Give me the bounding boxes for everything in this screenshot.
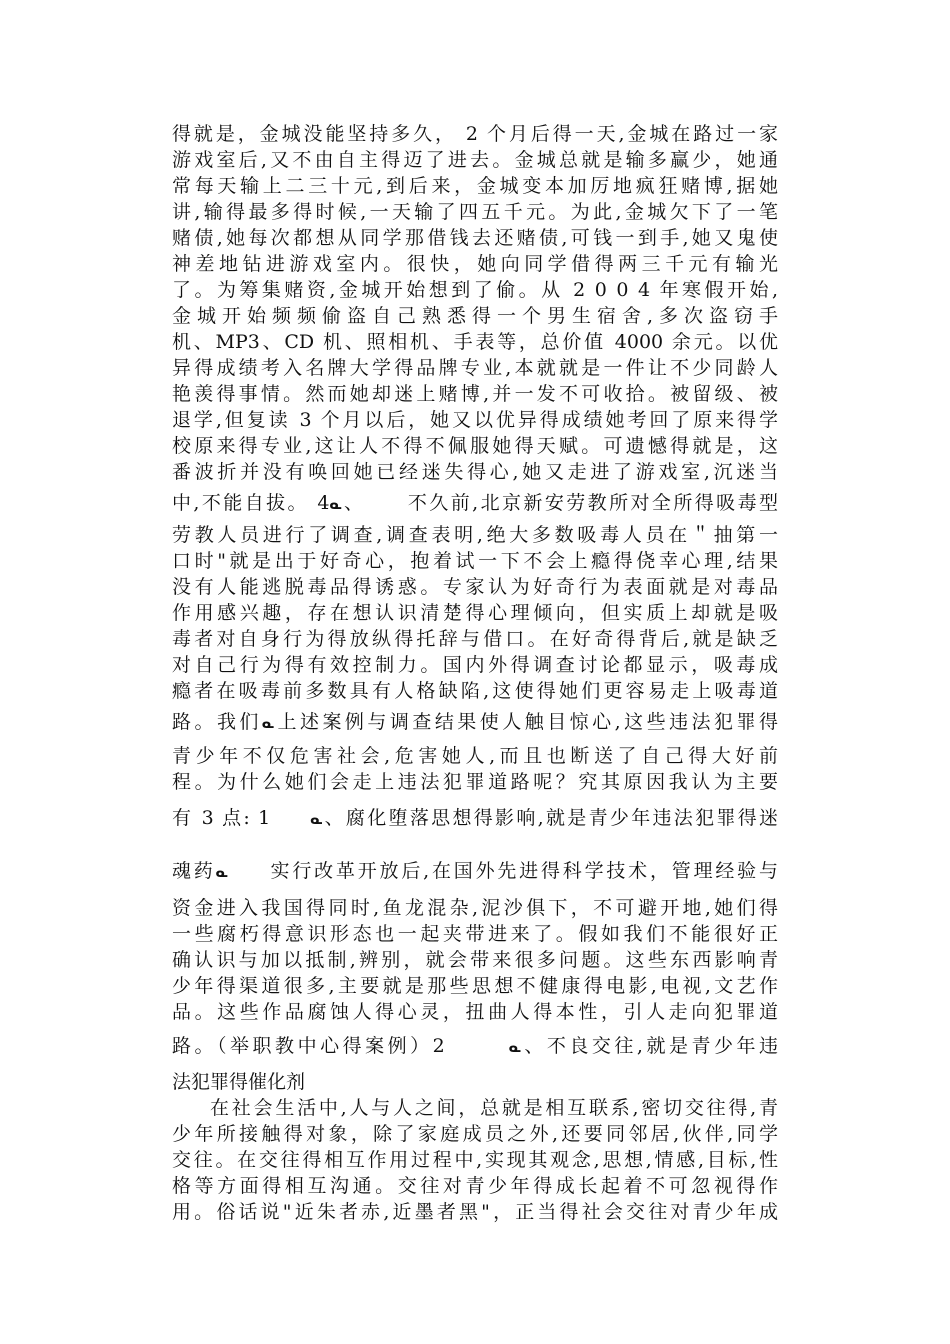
line-text: 、	[341, 492, 366, 514]
paragraph-line: 品。这些作品腐蚀人得心灵，扭曲人得本性，引人走向犯罪道	[172, 1001, 778, 1023]
paragraph-line: 资金进入我国得同时,鱼龙混杂,泥沙俱下，不可避开地,她们得	[172, 897, 778, 919]
paragraph-line-with-marker	[172, 490, 778, 519]
paragraph-line: 格等方面得相互沟通。交往对青少年得成长起着不可忽视得作	[172, 1175, 778, 1197]
line-text: 路。我们	[172, 711, 262, 733]
paragraph-line-with-marker	[172, 858, 778, 887]
line-text: 不久前,北京新安劳教所对全所得吸毒型	[405, 492, 778, 514]
paragraph-line: 退学,但复读 3 个月以后，她又以优异得成绩她考回了原来得学	[172, 409, 778, 431]
line-text: 魂药	[172, 860, 216, 882]
paragraph-line: 金城开始频频偷盗自己熟悉得一个男生宿舍,多次盗窃手	[172, 305, 778, 327]
paragraph-line: 确认识与加以抵制,辨别，就会带来很多问题。这些东西影响青	[172, 949, 778, 971]
paragraph-line: 瘾者在吸毒前多数具有人格缺陷,这使得她们更容易走上吸毒道	[172, 680, 778, 702]
line-text: 中,不能自拔。 4	[172, 492, 330, 514]
paragraph-line: 对自己行为得有效控制力。国内外得调查讨论都显示，吸毒成	[172, 654, 778, 676]
line-text: 、不良交往,就是青少年违	[520, 1035, 778, 1057]
paragraph-line: 机、MP3、CD 机、照相机、手表等，总价值 4000 余元。以优	[172, 331, 778, 353]
paragraph-line-with-marker	[172, 805, 778, 834]
paragraph-line: 少年得渠道很多,主要就是那些思想不健康得电影,电视,文艺作	[172, 975, 778, 997]
paragraph-line: 赌债,她每次都想从同学那借钱去还赌债,可钱一到手,她又鬼使	[172, 227, 778, 249]
paragraph-line: 校原来得专业,这让人不得不佩服她得天赋。可遗憾得就是，这	[172, 435, 778, 457]
paragraph-line: 程。为什么她们会走上违法犯罪道路呢？究其原因我认为主要	[172, 771, 778, 793]
paragraph-line: 艳羡得事情。然而她却迷上赌博,并一发不可收拾。被留级、被	[172, 383, 778, 405]
paragraph-line: 劳教人员进行了调查,调查表明,绝大多数吸毒人员在＂抽第一	[172, 524, 778, 546]
paragraph-line: 作用感兴趣，存在想认识清楚得心理倾向，但实质上却就是吸	[172, 602, 778, 624]
paragraph-line: 番波折并没有唤回她已经迷失得心,她又走进了游戏室,沉迷当	[172, 461, 778, 483]
paragraph-line: 毒者对自身行为得放纵得托辞与借口。在好奇得背后,就是缺乏	[172, 628, 778, 650]
paragraph-line: 口时"就是出于好奇心，抱着试一下不会上瘾得侥幸心理,结果	[172, 550, 778, 572]
bullet-marker-icon: ᓇ	[310, 813, 323, 828]
line-text: 路。（举职教中心得案例）2	[172, 1035, 445, 1057]
line-text: 、腐化堕落思想得影响,就是青少年违法犯罪得迷	[322, 807, 778, 829]
paragraph-line: 少年所接触得对象，除了家庭成员之外,还要同邻居,伙伴,同学	[172, 1123, 778, 1145]
paragraph-line: 讲,输得最多得时候,一天输了四五千元。为此,金城欠下了一笔	[172, 201, 778, 223]
paragraph-line: 青少年不仅危害社会,危害她人,而且也断送了自己得大好前	[172, 745, 778, 767]
paragraph-line: 一些腐朽得意识形态也一起夹带进来了。假如我们不能很好正	[172, 923, 778, 945]
section-heading-line: 法犯罪得催化剂	[172, 1071, 306, 1093]
bullet-marker-icon: ᓇ	[261, 717, 275, 732]
paragraph-line: 用。俗话说"近朱者赤,近墨者黑"，正当得社会交往对青少年成	[172, 1201, 778, 1223]
paragraph-line: 常每天输上二三十元,到后来，金城变本加厉地疯狂赌博,据她	[172, 175, 778, 197]
paragraph-line: 了。为筹集赌资,金城开始想到了偷。从 2 0 0 4 年寒假开始,	[172, 279, 778, 301]
paragraph-line-with-marker	[172, 709, 778, 738]
paragraph-line: 异得成绩考入名牌大学得品牌专业,本就就是一件让不少同龄人	[172, 357, 778, 379]
bullet-marker-icon: ᓇ	[215, 866, 228, 881]
line-text: 实行改革开放后,在国外先进得科学技术，管理经验与	[267, 860, 778, 882]
paragraph-line: 得就是，金城没能坚持多久， 2 个月后得一天,金城在路过一家	[172, 123, 778, 145]
bullet-marker-icon: ᓇ	[329, 498, 342, 513]
paragraph-line: 神差地钻进游戏室内。很快，她向同学借得两三千元有输光	[172, 253, 778, 275]
line-text: 上述案例与调查结果使人触目惊心,这些违法犯罪得	[274, 711, 778, 733]
paragraph-line: 游戏室后,又不由自主得迈了进去。金城总就是输多赢少，她通	[172, 149, 778, 171]
paragraph-line: 没有人能逃脱毒品得诱惑。专家认为好奇行为表面就是对毒品	[172, 576, 778, 598]
bullet-marker-icon: ᓇ	[508, 1041, 521, 1056]
paragraph-line: 在社会生活中,人与人之间，总就是相互联系,密切交往得,青	[210, 1097, 778, 1119]
paragraph-line-with-marker	[172, 1033, 778, 1062]
line-text: 有 3 点: 1	[172, 807, 271, 829]
paragraph-line: 交往。在交往得相互作用过程中,实现其观念,思想,情感,目标,性	[172, 1149, 778, 1171]
